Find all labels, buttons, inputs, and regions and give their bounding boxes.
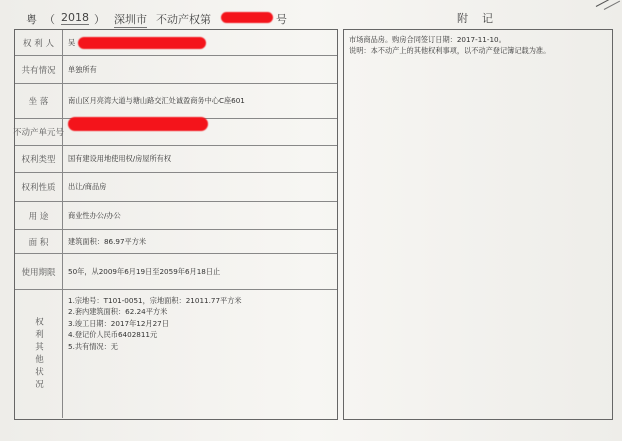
label-right-nature: 权利性质 <box>15 173 63 201</box>
annex-content <box>349 35 608 56</box>
annex-box <box>343 29 613 420</box>
annex-line: 市场商品房。购房合同签订日期：2017-11-10。 <box>349 35 506 44</box>
label-unit-number: 不动产单元号 <box>15 119 63 145</box>
value-location: 南山区月亮湾大道与塘山路交汇处诚盈商务中心C座601 <box>68 96 245 105</box>
value-area: 建筑面积：86.97平方米 <box>68 236 147 246</box>
certificate-year: 2018 <box>61 11 89 24</box>
row-right-nature <box>15 173 337 202</box>
paren-close: ） <box>94 13 105 26</box>
other-status-line: 5.共有情况：无 <box>68 341 118 351</box>
value-use-period: 50年，从2009年6月19日至2059年6月18日止 <box>68 266 221 276</box>
label-other-status <box>15 290 63 418</box>
label-co-ownership: 共有情况 <box>15 56 63 83</box>
row-area <box>15 230 337 254</box>
value-right-nature: 出让/商品房 <box>68 182 107 191</box>
certificate-suffix: 号 <box>276 13 287 26</box>
certificate-city: 深圳市 <box>114 13 147 26</box>
value-right-type: 国有建设用地使用权/房屋所有权 <box>68 154 172 163</box>
label-use-period: 使用期限 <box>15 254 63 289</box>
label-usage: 用 途 <box>15 202 63 229</box>
label-right-type: 权利类型 <box>15 146 63 172</box>
rights-table <box>14 29 338 420</box>
annex-line: 说明：本不动产上的其他权利事项，以不动产登记簿记载为准。 <box>349 45 551 55</box>
other-status-line: 2.套内建筑面积：62.24平方米 <box>68 307 168 317</box>
other-status-line: 4.登记价人民币6402811元 <box>68 330 158 340</box>
redacted-owner-name <box>78 37 206 49</box>
label-location: 坐 落 <box>15 84 63 118</box>
other-status-list <box>68 295 333 352</box>
label-right-holder: 权 利 人 <box>15 30 63 55</box>
annex-title: 附记 <box>457 12 507 25</box>
redacted-unit-number <box>68 117 208 131</box>
certificate-header <box>8 8 338 30</box>
row-usage <box>15 202 337 230</box>
other-status-line: 1.宗地号：T101-0051，宗地面积：21011.77平方米 <box>68 296 242 305</box>
other-status-label-text: 权利其他状况 <box>33 316 44 392</box>
value-right-holder: 吴 <box>68 37 76 47</box>
row-location <box>15 84 337 119</box>
province-prefix: 粤 <box>26 13 37 26</box>
label-area: 面 积 <box>15 230 63 253</box>
row-co-ownership <box>15 56 337 84</box>
redacted-cert-number <box>221 12 273 23</box>
value-usage: 商业性办公/办公 <box>68 210 121 220</box>
row-use-period <box>15 254 337 290</box>
value-co-ownership: 单独所有 <box>68 64 97 74</box>
other-status-line: 3.竣工日期：2017年12月27日 <box>68 318 169 328</box>
certificate-type: 不动产权第 <box>156 13 211 26</box>
paren-open: （ <box>44 13 55 26</box>
row-other-status <box>15 290 337 418</box>
row-right-type <box>15 146 337 173</box>
